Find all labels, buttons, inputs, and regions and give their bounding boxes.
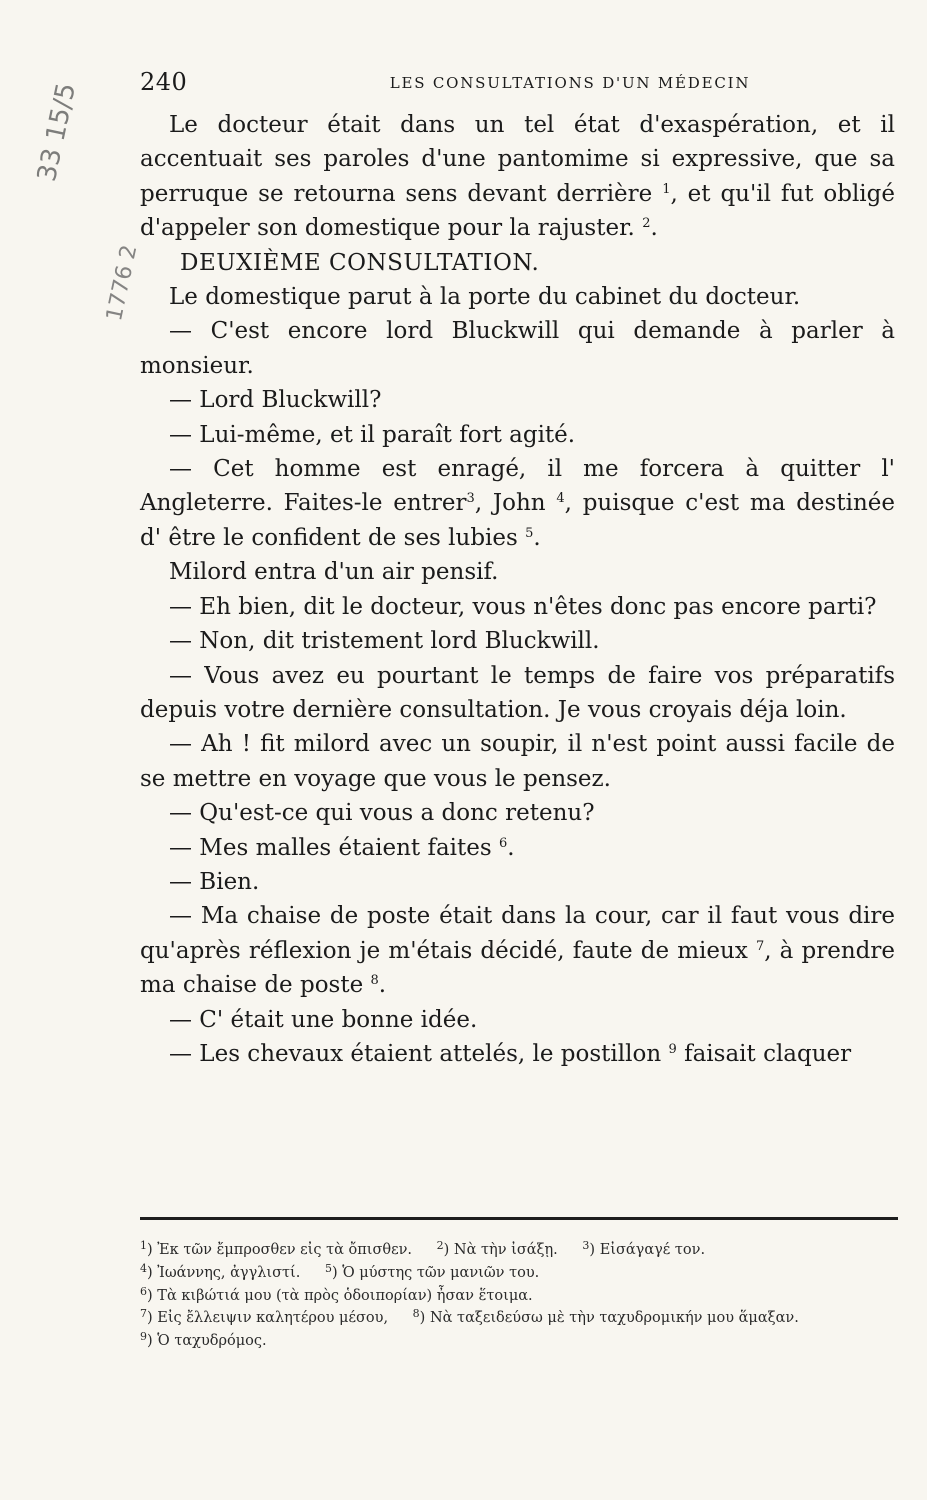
dialogue-line: — C'est encore lord Bluckwill qui demande à parler à monsieur. bbox=[140, 318, 895, 379]
page-number: 240 bbox=[140, 68, 188, 96]
dialogue-line: — Cet homme est enragé, il me forcera à quitter l' Angleterre. Faites-le entrer$^3$, John $^4$, puisque c'est ma destinée d' être le confident de ses lubies $^5$. bbox=[140, 456, 895, 551]
dialogue-line: — Ah ! fit milord avec un soupir, il n'est point aussi facile de se mettre en voyage que vous le pensez. bbox=[140, 731, 895, 792]
footnote-line bbox=[140, 1330, 898, 1353]
dialogue-line: — Eh bien, dit le docteur, vous n'êtes donc pas encore parti? bbox=[169, 593, 877, 620]
footnote-mark: 5 bbox=[525, 525, 534, 541]
footnote-mark: 4 bbox=[556, 491, 565, 507]
running-title: LES CONSULTATIONS D'UN MÉDECIN bbox=[389, 74, 751, 92]
dialogue-line: — C' était une bonne idée. bbox=[169, 1006, 478, 1033]
dialogue-line: — Lui-même, et il paraît fort agité. bbox=[169, 421, 576, 448]
footnotes bbox=[140, 1239, 898, 1353]
footnote: $^4$) Ἰωάννης, ἀγγλιστί. bbox=[140, 1261, 301, 1281]
footnote-mark: 3 bbox=[466, 491, 475, 507]
footnote-mark: 9 bbox=[668, 1041, 677, 1057]
footnote-mark: 8 bbox=[370, 973, 379, 989]
footnote-line bbox=[140, 1262, 898, 1285]
paragraph: Le docteur était dans un tel état d'exaspération, et il accentuait ses paroles d'une pantomime si expressive, que sa perruque se retourna sens devant derrière $^1$, et qu'il fut obligé d'appeler son domestique pour la rajuster. $^2$. bbox=[140, 112, 896, 242]
dialogue-line: — Les chevaux étaient attelés, le postillon $^9$ faisait claquer bbox=[169, 1040, 852, 1067]
margin-note-1: 33 15/5 bbox=[32, 80, 83, 185]
dialogue-line: — Qu'est-ce qui vous a donc retenu? bbox=[169, 800, 595, 827]
footnote: $^8$) Νὰ ταξειδεύσω μὲ τὴν ταχυδρομικήν μου ἅμαξαν. bbox=[412, 1307, 799, 1327]
section-heading: DEUXIÈME CONSULTATION. bbox=[180, 249, 540, 276]
main-text bbox=[140, 108, 895, 1071]
footnote-line bbox=[140, 1285, 898, 1308]
dialogue-line: — Non, dit tristement lord Bluckwill. bbox=[169, 628, 600, 655]
dialogue-line: — Lord Bluckwill? bbox=[169, 387, 382, 414]
footnote: $^5$) Ὁ μύστης τῶν μανιῶν του. bbox=[324, 1261, 540, 1281]
dialogue-line: — Ma chaise de poste était dans la cour, car il faut vous dire qu'après réflexion je m'étais décidé, faute de mieux $^7$, à prendre ma chaise de poste $^8$. bbox=[140, 903, 895, 999]
handwritten-margin-notes bbox=[18, 80, 143, 338]
margin-note-2: 1776 2 bbox=[102, 242, 143, 324]
footnote-mark: 2 bbox=[642, 216, 651, 232]
dialogue-line: — Bien. bbox=[169, 868, 260, 895]
paragraph: Milord entra d'un air pensif. bbox=[169, 559, 499, 586]
footnote-line bbox=[140, 1307, 898, 1330]
dialogue-line: — Mes malles étaient faites $^6$. bbox=[169, 834, 515, 861]
footnote-mark: 7 bbox=[755, 938, 765, 954]
footnote: $^7$) Εἰς ἔλλειψιν καλητέρου μέσου, bbox=[140, 1307, 389, 1327]
footnote-mark: 1 bbox=[662, 181, 671, 197]
footnote: $^1$) Ἐκ τῶν ἔμπροσθεν εἰς τὰ ὄπισθεν. bbox=[140, 1239, 413, 1258]
footnote-line bbox=[140, 1239, 898, 1262]
footnote-mark: 6 bbox=[499, 835, 508, 851]
footnote: $^9$) Ὁ ταχυδρόμος. bbox=[140, 1330, 267, 1350]
paragraph: Le domestique parut à la porte du cabinet du docteur. bbox=[169, 284, 801, 311]
page-header bbox=[140, 68, 900, 98]
footnote-rule bbox=[140, 1217, 898, 1220]
footnote: $^2$) Νὰ τὴν ἰσάξῃ. bbox=[436, 1239, 558, 1258]
footnote: $^3$) Εἰσάγαγέ τον. bbox=[582, 1239, 706, 1258]
dialogue-line: — Vous avez eu pourtant le temps de faire vos préparatifs depuis votre dernière consultation. Je vous croyais déja loin. bbox=[140, 662, 895, 723]
footnote: $^6$) Τὰ κιβώτιά μου (τὰ πρὸς ὁδοιπορίαν) ἦσαν ἕτοιμα. bbox=[140, 1284, 533, 1304]
